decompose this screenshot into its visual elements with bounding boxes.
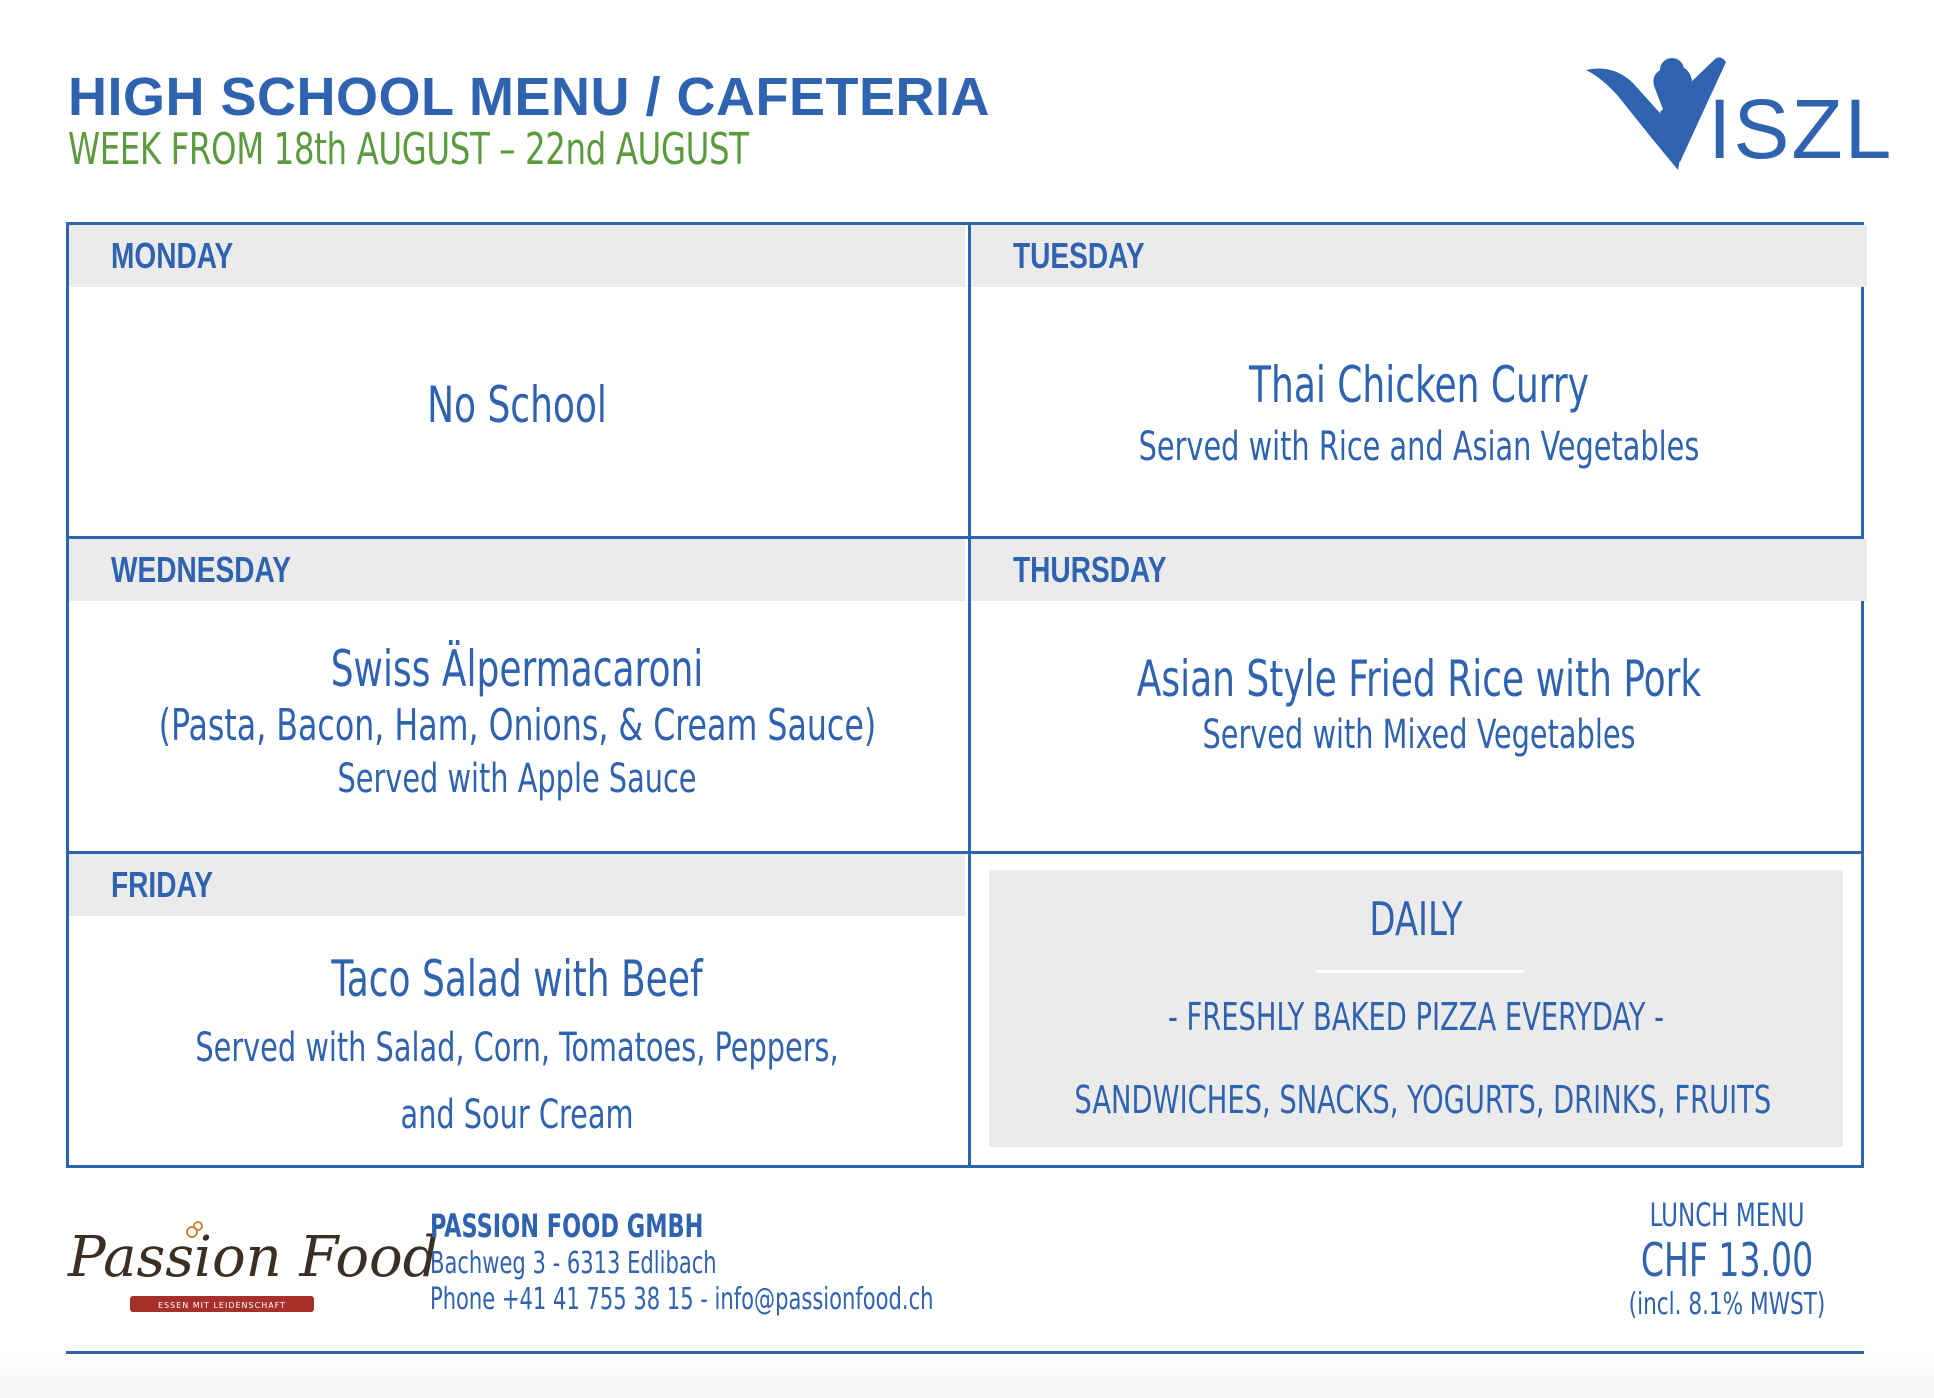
daily-divider — [1316, 970, 1524, 973]
day-header — [69, 539, 965, 601]
day-header — [69, 854, 965, 916]
dish-name: Swiss Älpermacaroni — [330, 640, 704, 698]
day-label: MONDAY — [111, 235, 234, 276]
day-menu — [69, 639, 965, 805]
day-menu — [971, 649, 1867, 761]
dish-details: (Pasta, Bacon, Ham, Onions, & Cream Sauce) — [158, 700, 877, 751]
passion-food-logo-icon — [64, 1210, 439, 1322]
lunch-price-block — [1600, 1196, 1854, 1324]
dish-name: No School — [427, 376, 607, 434]
company-contact: Phone +41 41 755 38 15 - info@passionfood.ch — [430, 1282, 934, 1317]
dish-description: Served with Rice and Asian Vegetables — [1138, 424, 1700, 470]
company-info — [430, 1206, 1076, 1318]
day-label: WEDNESDAY — [111, 549, 291, 590]
daily-pizza-line: - FRESHLY BAKED PIZZA EVERYDAY - — [1167, 995, 1665, 1039]
day-label: FRIDAY — [111, 864, 213, 905]
dish-description: Served with Mixed Vegetables — [1202, 712, 1636, 758]
passion-food-logo-text: Passion Food — [68, 1225, 439, 1290]
daily-offer-box — [989, 870, 1843, 1147]
day-cell-friday — [69, 854, 965, 1165]
day-menu — [971, 355, 1867, 473]
day-cell-tuesday — [971, 225, 1867, 536]
day-header — [971, 539, 1867, 601]
menu-title: HIGH SCHOOL MENU / CAFETERIA — [68, 67, 991, 127]
day-label: TUESDAY — [1013, 235, 1145, 276]
daily-title: DAILY — [1369, 892, 1463, 946]
price-vat: (incl. 8.1% MWST) — [1628, 1287, 1826, 1322]
dish-name: Thai Chicken Curry — [1249, 356, 1589, 414]
day-cell-monday — [69, 225, 965, 536]
week-subtitle: WEEK FROM 18th AUGUST – 22nd AUGUST — [68, 124, 749, 175]
day-cell-wednesday — [69, 539, 965, 851]
footer-divider — [66, 1351, 1864, 1354]
price-label: LUNCH MENU — [1649, 1196, 1805, 1234]
weekly-menu-grid — [66, 222, 1864, 1168]
day-header — [971, 225, 1867, 287]
dish-name: Asian Style Fried Rice with Pork — [1136, 650, 1702, 708]
day-header — [69, 225, 965, 287]
day-cell-thursday — [971, 539, 1867, 851]
price-value: CHF 13.00 — [1640, 1233, 1814, 1287]
dish-description: and Sour Cream — [400, 1092, 634, 1138]
daily-items-line: SANDWICHES, SNACKS, YOGURTS, DRINKS, FRUITS — [1074, 1078, 1772, 1122]
day-label: THURSDAY — [1013, 549, 1167, 590]
company-name: PASSION FOOD GMBH — [430, 1207, 704, 1245]
day-menu — [69, 375, 965, 435]
passion-food-tagline: ESSEN MIT LEIDENSCHAFT — [157, 1301, 287, 1310]
dish-description: Served with Salad, Corn, Tomatoes, Peppers, — [195, 1025, 839, 1071]
iszl-logo-text: ISZL — [1708, 82, 1894, 176]
company-address: Bachweg 3 - 6313 Edlibach — [430, 1246, 717, 1281]
dish-description: Served with Apple Sauce — [337, 756, 697, 802]
day-menu — [69, 949, 965, 1143]
dish-name: Taco Salad with Beef — [331, 950, 703, 1008]
